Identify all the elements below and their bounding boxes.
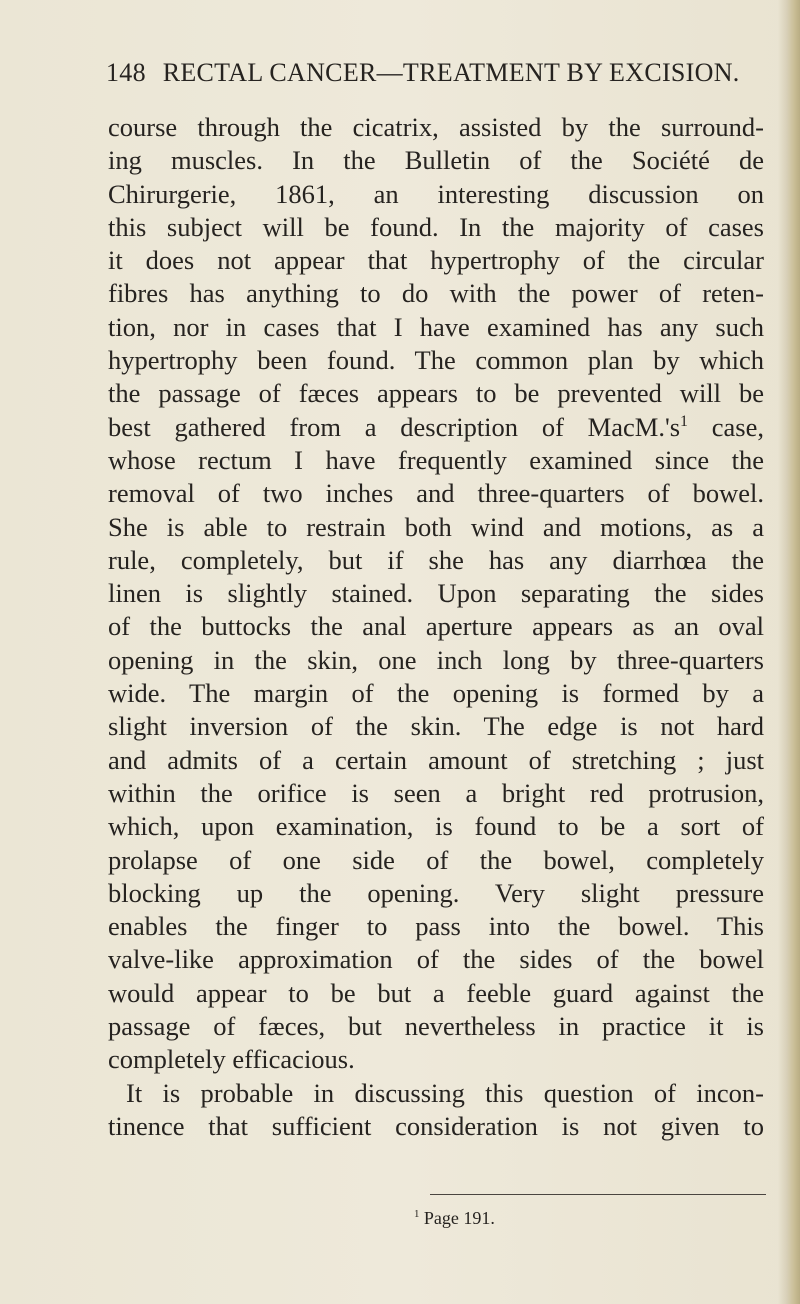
- text-line: opening in the skin, one inch long by three-quarters: [108, 644, 764, 675]
- text-line: valve-like approximation of the sides of the bowel: [108, 944, 764, 975]
- text-line: would appear to be but a feeble guard against the: [108, 977, 764, 1008]
- text-line: slight inversion of the skin. The edge is not hard: [108, 711, 764, 742]
- footnote-text: Page 191.: [423, 1208, 495, 1228]
- page-number: 148: [106, 58, 146, 87]
- text-line: prolapse of one side of the bowel, completely: [108, 844, 764, 875]
- text-line: course through the cicatrix, assisted by the surround-: [108, 112, 764, 142]
- text-line: tinence that sufficient consideration is not given to: [108, 1110, 764, 1141]
- text-line: and admits of a certain amount of stretching ; just: [108, 744, 764, 775]
- footnote: [414, 1207, 495, 1229]
- text-line-segment: case,: [711, 411, 764, 442]
- text-line: of the buttocks the anal aperture appears as an oval: [108, 611, 764, 642]
- body-text: [108, 111, 764, 1143]
- footnote-reference: 1: [680, 412, 688, 430]
- text-line: whose rectum I have frequently examined since the: [108, 444, 764, 475]
- text-line: enables the finger to pass into the bowel. This: [108, 911, 764, 942]
- text-line: passage of fæces, but nevertheless in practice it is: [108, 1011, 764, 1042]
- text-line: fibres has anything to do with the power of reten-: [108, 278, 764, 309]
- running-title: RECTAL CANCER—TREATMENT BY EXCISION.: [162, 58, 740, 87]
- footnote-marker: 1: [414, 1208, 420, 1220]
- text-line-with-footnote-ref: [108, 411, 764, 444]
- text-line: removal of two inches and three-quarters of bowel.: [108, 478, 764, 509]
- text-line-segment: best gathered from a description of MacM.'s: [108, 411, 681, 442]
- text-line: which, upon examination, is found to be a sort of: [108, 811, 764, 842]
- text-line: It is probable in discussing this question of incon-: [126, 1077, 764, 1108]
- text-line: within the orifice is seen a bright red protrusion,: [108, 777, 764, 808]
- text-line: hypertrophy been found. The common plan by which: [108, 345, 764, 376]
- text-line: Chirurgerie, 1861, an interesting discussion on: [108, 178, 764, 209]
- text-line: completely efficacious.: [108, 1044, 355, 1075]
- running-head: [106, 58, 746, 88]
- text-line: ing muscles. In the Bulletin of the Société de: [108, 145, 764, 176]
- text-line: this subject will be found. In the majority of cases: [108, 211, 764, 242]
- text-line: blocking up the opening. Very slight pressure: [108, 877, 764, 908]
- text-line: wide. The margin of the opening is formed by a: [108, 678, 764, 709]
- text-line: She is able to restrain both wind and motions, as a: [108, 511, 764, 542]
- text-line: linen is slightly stained. Upon separating the sides: [108, 578, 764, 609]
- text-line: rule, completely, but if she has any diarrhœa the: [108, 544, 764, 575]
- page-edge-shadow: [778, 0, 800, 1304]
- text-line: tion, nor in cases that I have examined has any such: [108, 311, 764, 342]
- text-line: it does not appear that hypertrophy of the circular: [108, 245, 764, 276]
- text-line: the passage of fæces appears to be prevented will be: [108, 378, 764, 409]
- footnote-rule: [430, 1194, 766, 1195]
